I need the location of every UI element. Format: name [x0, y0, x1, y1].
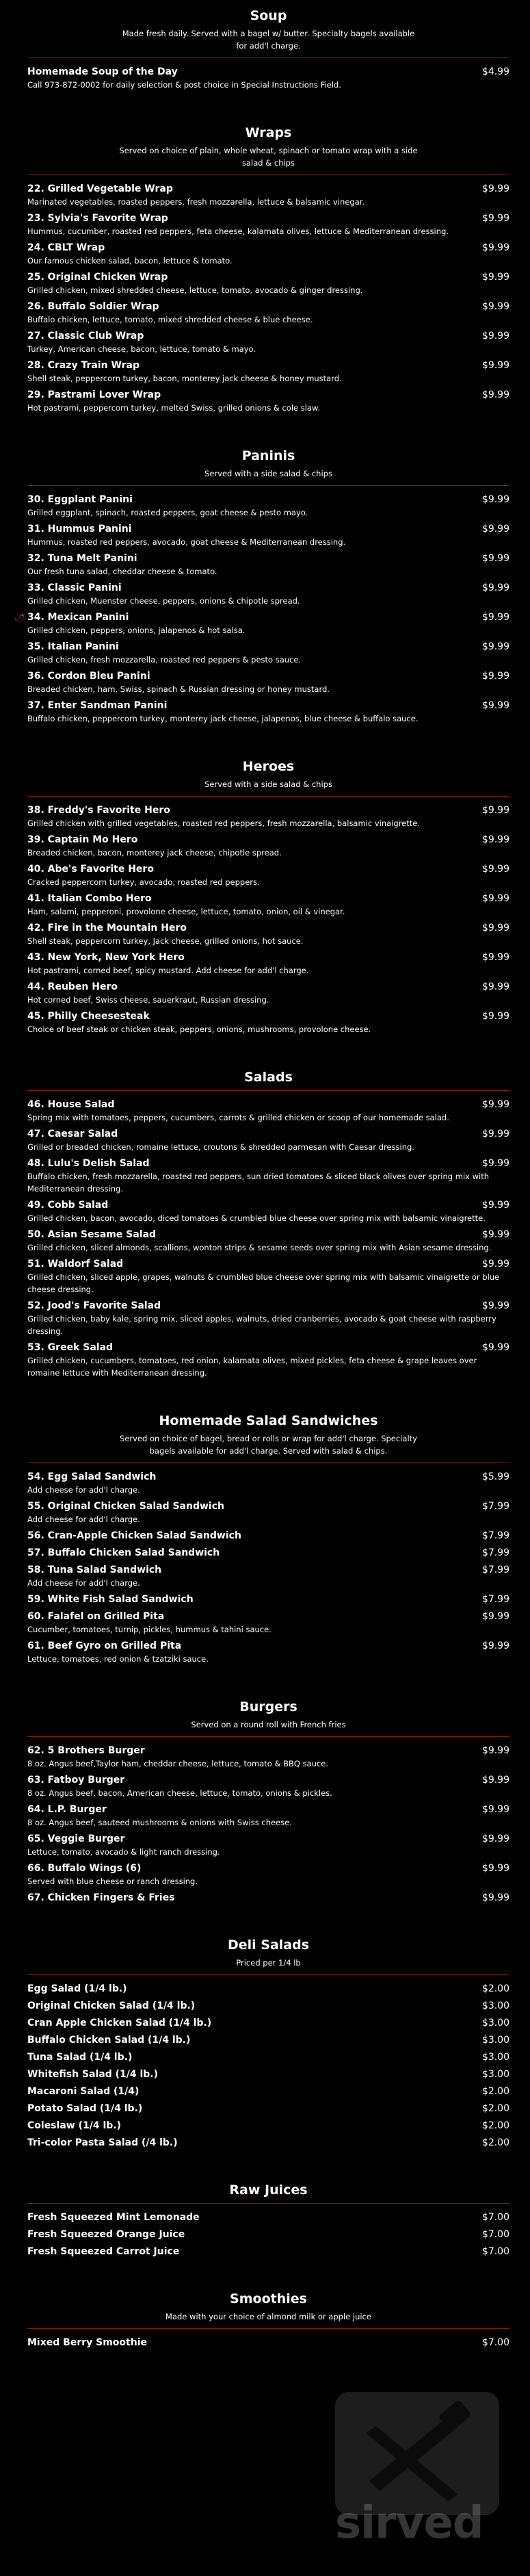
section-subtitle: Served on a round roll with French fries [191, 1720, 346, 1729]
menu-item-name: 55. Original Chicken Salad Sandwich [27, 1501, 224, 1512]
menu-item-name: 43. New York, New York Hero [27, 952, 185, 963]
menu-item[interactable] [27, 301, 509, 326]
menu-item-price: $9.99 [481, 494, 509, 505]
menu-item-price: $9.99 [481, 641, 509, 652]
section-divider [27, 1090, 509, 1091]
menu-item-name: 44. Reuben Hero [27, 981, 118, 992]
menu-item[interactable] [27, 1471, 509, 1496]
menu-item[interactable] [27, 183, 509, 208]
menu-item-name: Original Chicken Salad (1/4 lb.) [27, 2000, 196, 2011]
menu-item-description: Buffalo chicken, fresh mozzarella, roasted red peppers, sun dried tomatoes & sliced black olives over spring mix with Mediterranean dressing. [27, 1172, 490, 1194]
menu-item-name: 58. Tuna Salad Sandwich [27, 1564, 162, 1575]
menu-item-description: Our famous chicken salad, bacon, lettuce & tomato. [27, 256, 233, 266]
menu-item-name: 40. Abe's Favorite Hero [27, 864, 154, 875]
menu-item[interactable] [27, 66, 509, 91]
menu-section [27, 759, 509, 1035]
menu-item-price: $3.00 [481, 2052, 509, 2063]
menu-item-price: $9.99 [481, 1229, 509, 1240]
menu-item-name: 35. Italian Panini [27, 641, 119, 652]
menu-item-description: Grilled chicken, sliced apple, grapes, walnuts & crumbled blue cheese over spring mix with balsamic vinaigrette or blue cheese dressing. [27, 1272, 500, 1294]
menu-item[interactable] [27, 2052, 509, 2063]
menu-item-name: Whitefish Salad (1/4 lb.) [27, 2069, 159, 2080]
menu-item-description: Add cheese for add'l charge. [27, 1485, 140, 1495]
section-title: Soup [250, 8, 287, 23]
menu-item-description: Grilled chicken, fresh mozzarella, roasted red peppers & pesto sauce. [27, 655, 302, 665]
menu-item-name: 42. Fire in the Mountain Hero [27, 923, 187, 933]
menu-item-price: $7.00 [481, 2229, 509, 2240]
spicy-pepper-icon: 🌶 [14, 613, 25, 623]
menu-item-description: Grilled chicken with grilled vegetables, roasted red peppers, fresh mozzarella, balsamic vinaigrette. [27, 819, 420, 828]
section-divider [27, 1974, 509, 1975]
menu-item[interactable] [27, 1530, 509, 1541]
menu-item-name: Coleslaw (1/4 lb.) [27, 2120, 121, 2131]
menu-item-description: Grilled chicken, mixed shredded cheese, lettuce, tomato, avocado & ginger dressing. [27, 285, 363, 295]
menu-item-price: $9.99 [481, 671, 509, 682]
menu-item[interactable] [27, 2103, 509, 2114]
menu-item[interactable] [27, 2069, 509, 2080]
section-divider [27, 57, 509, 58]
menu-item-description: Grilled chicken, bacon, avocado, diced tomatoes & crumbled blue cheese over spring mix with balsamic vinaigrette. [27, 1213, 486, 1223]
menu-item-price: $7.00 [481, 2246, 509, 2257]
menu-item-price: $7.99 [481, 1501, 509, 1512]
menu-item[interactable] [27, 494, 509, 519]
menu-item[interactable] [27, 834, 509, 859]
section-subtitle: Served on choice of plain, whole wheat, spinach or tomato wrap with a side salad & chips [119, 146, 418, 168]
menu-item-price: $9.99 [481, 183, 509, 194]
section-subtitle: Served on choice of bagel, bread or rolls or wrap for add'l charge. Specialty bagels available for add'l charge. Served with salad & chips. [120, 1434, 417, 1456]
menu-item[interactable] [27, 1547, 509, 1558]
menu-item-name: 53. Greek Salad [27, 1342, 114, 1353]
menu-item-price: $9.99 [481, 612, 509, 623]
menu-item-name: 23. Sylvia's Favorite Wrap [27, 213, 168, 224]
menu-item-description: Lettuce, tomatoes, red onion & tzatziki sauce. [27, 1654, 209, 1664]
section-divider [27, 1736, 509, 1737]
menu-item[interactable] [27, 2086, 509, 2097]
menu-item-price: $9.99 [481, 923, 509, 933]
menu-item-name: 62. 5 Brothers Burger [27, 1745, 145, 1756]
menu-item-price: $9.99 [481, 952, 509, 963]
menu-item[interactable] [27, 272, 509, 296]
menu-item-name: 24. CBLT Wrap [27, 242, 105, 253]
menu-item[interactable] [27, 2018, 509, 2028]
menu-section [27, 2291, 509, 2348]
menu-item-description: Spring mix with tomatoes, peppers, cucumbers, carrots & grilled chicken or scoop of our homemade salad. [27, 1113, 449, 1122]
menu-item-price: $9.99 [481, 272, 509, 283]
menu-item-name: 65. Veggie Burger [27, 1833, 125, 1844]
menu-item-name: 57. Buffalo Chicken Salad Sandwich [27, 1547, 220, 1558]
menu-item[interactable] [27, 360, 509, 385]
menu-item-price: $9.99 [481, 805, 509, 816]
menu-item[interactable] [27, 700, 509, 725]
menu-item[interactable] [27, 1892, 509, 1903]
menu-item[interactable] [27, 893, 509, 918]
menu-item-description: Our fresh tuna salad, cheddar cheese & tomato. [27, 567, 217, 576]
menu-item-name: 29. Pastrami Lover Wrap [27, 389, 161, 400]
menu-item-price: $9.99 [481, 331, 509, 342]
section-title: Raw Juices [229, 2182, 308, 2198]
menu-item-name: 67. Chicken Fingers & Fries [27, 1892, 175, 1903]
menu-item[interactable] [27, 242, 509, 267]
menu-item-description: 8 oz. Angus beef, sauteed mushrooms & onions with Swiss cheese. [27, 1818, 292, 1827]
menu-item-price: $9.99 [481, 1342, 509, 1353]
menu-item-price: $7.00 [481, 2212, 509, 2223]
menu-item[interactable] [27, 1611, 509, 1636]
menu-item[interactable] [27, 1594, 509, 1605]
menu-item-price: $9.99 [481, 1892, 509, 1903]
menu-item-description: Buffalo chicken, lettuce, tomato, mixed shredded cheese & blue cheese. [27, 315, 313, 324]
menu-item[interactable] [27, 1200, 509, 1224]
menu-item-name: 64. L.P. Burger [27, 1804, 107, 1815]
menu-item-name: 51. Waldorf Salad [27, 1259, 124, 1270]
menu-item[interactable] [27, 952, 509, 977]
section-subtitle: Served with a side salad & chips [204, 780, 332, 789]
menu-item-price: $9.99 [481, 1745, 509, 1756]
menu-item[interactable] [27, 1099, 509, 1124]
menu-item-price: $9.99 [481, 1863, 509, 1874]
menu-item-name: 30. Eggplant Panini [27, 494, 133, 505]
menu-item-price: $9.99 [481, 1833, 509, 1844]
menu-item[interactable] [27, 553, 509, 578]
menu-item-price: $2.00 [481, 1983, 509, 1994]
menu-item-price: $9.99 [481, 553, 509, 564]
menu-item[interactable] [27, 1342, 509, 1379]
menu-item-description: Marinated vegetables, roasted peppers, fresh mozzarella, lettuce & balsamic vinegar. [27, 197, 365, 207]
menu-item-price: $9.99 [481, 242, 509, 253]
menu-item-description: Hummus, roasted red peppers, avocado, goat cheese & Mediterranean dressing. [27, 537, 346, 547]
menu-item-name: 25. Original Chicken Wrap [27, 272, 168, 283]
menu-item-description: Served with blue cheese or ranch dressing. [27, 1877, 198, 1886]
menu-item-price: $7.99 [481, 1547, 509, 1558]
menu-item-price: $9.99 [481, 1611, 509, 1622]
menu-item-name: Fresh Squeezed Orange Juice [27, 2229, 185, 2240]
menu-item-description: Grilled chicken, cucumbers, tomatoes, red onion, kalamata olives, mixed pickles, feta cheese & grape leaves over romaine lettuce with Mediterranean dressing. [27, 1356, 477, 1378]
menu-item-description: Lettuce, tomato, avocado & light ranch dressing. [27, 1847, 220, 1857]
menu-item[interactable] [27, 2120, 509, 2131]
menu-item-price: $9.99 [481, 1158, 509, 1169]
menu-item-name: 54. Egg Salad Sandwich [27, 1471, 157, 1482]
section-title: Wraps [245, 125, 292, 140]
menu-item-name: 33. Classic Panini [27, 582, 122, 593]
menu-item-price: $7.00 [481, 2337, 509, 2348]
menu-item-name: 28. Crazy Train Wrap [27, 360, 140, 371]
section-title: Paninis [241, 448, 295, 463]
menu-item[interactable] [27, 389, 509, 414]
menu-item-description: Hot pastrami, peppercorn turkey, melted Swiss, grilled onions & cole slaw. [27, 403, 320, 413]
menu-item-name: 59. White Fish Salad Sandwich [27, 1594, 194, 1605]
menu-item[interactable] [27, 1640, 509, 1665]
section-title: Burgers [239, 1699, 297, 1714]
menu-item[interactable] [27, 1564, 509, 1589]
menu-item-name: Egg Salad (1/4 lb.) [27, 1983, 127, 1994]
menu-item-price: $7.99 [481, 1530, 509, 1541]
menu-item-name: 38. Freddy's Favorite Hero [27, 805, 170, 816]
menu-item-price: $9.99 [481, 1099, 509, 1110]
menu-item[interactable] [27, 1983, 509, 1994]
menu-section [27, 1070, 509, 1379]
menu-item-description: Grilled eggplant, spinach, roasted peppers, goat cheese & pesto mayo. [27, 508, 308, 517]
menu-item-description: Call 973-872-0002 for daily selection & post choice in Special Instructions Field. [27, 80, 341, 90]
menu-section [27, 1699, 509, 1903]
menu-item[interactable] [27, 2246, 509, 2257]
menu-item[interactable] [27, 671, 509, 695]
menu-item-description: Choice of beef steak or chicken steak, peppers, onions, mushrooms, provolone cheese. [27, 1025, 371, 1034]
menu-item-description: Add cheese for add'l charge. [27, 1578, 140, 1588]
menu-item-price: $9.99 [481, 301, 509, 312]
section-divider [27, 796, 509, 797]
menu-item-description: Cracked peppercorn turkey, avocado, roasted red peppers. [27, 877, 260, 887]
section-subtitle: Priced per 1/4 lb [236, 1958, 301, 1968]
menu-item-name: 52. Jood's Favorite Salad [27, 1300, 161, 1311]
menu-item-description: Breaded chicken, ham, Swiss, spinach & Russian dressing or honey mustard. [27, 684, 330, 694]
menu-item-name: 36. Cordon Bleu Panini [27, 671, 150, 682]
section-subtitle: Made with your choice of almond milk or apple juice [165, 2312, 371, 2321]
menu-item-description: Grilled or breaded chicken, romaine lettuce, croutons & shredded parmesan with Caesar dressing. [27, 1142, 414, 1152]
menu-item[interactable] [27, 1259, 509, 1296]
menu-item-name: 45. Philly Cheesesteak [27, 1011, 150, 1022]
menu-item-name: 27. Classic Club Wrap [27, 331, 144, 342]
menu-item-description: Buffalo chicken, peppercorn turkey, monterey jack cheese, jalapenos, blue cheese & buffalo sauce. [27, 714, 419, 723]
menu-item-price: $9.99 [481, 1640, 509, 1651]
menu-item-description: Ham, salami, pepperoni, provolone cheese, lettuce, tomato, onion, oil & vinegar. [27, 907, 345, 916]
menu-item[interactable] [27, 981, 509, 1006]
menu-item-price: $9.99 [481, 864, 509, 875]
menu-item-price: $9.99 [481, 1129, 509, 1139]
menu-item-name: Macaroni Salad (1/4) [27, 2086, 140, 2097]
menu-item[interactable] [27, 612, 509, 636]
menu-item-description: Hot pastrami, corned beef, spicy mustard. Add cheese for add'l charge. [27, 966, 309, 975]
menu-item[interactable] [27, 1833, 509, 1858]
menu-item-name: Homemade Soup of the Day [27, 66, 178, 77]
menu-item-description: Grilled chicken, sliced almonds, scallions, wonton strips & sesame seeds over spring mix with Asian sesame dressing. [27, 1243, 492, 1252]
menu-item[interactable] [27, 1863, 509, 1888]
menu-section [27, 8, 509, 91]
menu-item-price: $2.00 [481, 2086, 509, 2097]
menu-item-name: 34. Mexican Panini [27, 612, 129, 623]
sirved-watermark: sirved [335, 2498, 483, 2549]
menu-item-name: Potato Salad (1/4 lb.) [27, 2103, 143, 2114]
menu-item[interactable] [27, 2229, 509, 2240]
menu-item-price: $9.99 [481, 1259, 509, 1270]
menu-item-description: Breaded chicken, bacon, monterey jack cheese, chipotle spread. [27, 848, 282, 858]
menu-item-name: Buffalo Chicken Salad (1/4 lb.) [27, 2035, 191, 2046]
menu-item-price: $3.00 [481, 2018, 509, 2028]
section-subtitle: Served with a side salad & chips [204, 469, 332, 478]
section-divider [27, 2203, 509, 2204]
menu-item[interactable] [27, 1229, 509, 1254]
menu-item-description: Grilled chicken, baby kale, spring mix, sliced apples, walnuts, dried cranberries, avocado & goat cheese with raspberry dressing. [27, 1314, 496, 1336]
menu-item-price: $3.00 [481, 2000, 509, 2011]
menu-item-price: $2.00 [481, 2120, 509, 2131]
menu-section [27, 1413, 509, 1665]
menu-item-name: 26. Buffalo Soldier Wrap [27, 301, 159, 312]
menu-item-price: $9.99 [481, 582, 509, 593]
menu-item-name: 63. Fatboy Burger [27, 1775, 125, 1786]
menu-item-description: 8 oz. Angus beef, bacon, American cheese, lettuce, tomato, onions & pickles. [27, 1788, 332, 1798]
menu-item-price: $2.00 [481, 2103, 509, 2114]
menu-item[interactable] [27, 2337, 509, 2348]
menu-item-name: 22. Grilled Vegetable Wrap [27, 183, 173, 194]
menu-item-description: Turkey, American cheese, bacon, lettuce, tomato & mayo. [27, 344, 256, 354]
menu-item[interactable] [27, 805, 509, 829]
menu-item-description: Hummus, cucumber, roasted red peppers, feta cheese, kalamata olives, lettuce & Mediterranean dressing. [27, 227, 449, 236]
menu-item-price: $9.99 [481, 1804, 509, 1815]
menu-item-name: Mixed Berry Smoothie [27, 2337, 147, 2348]
menu-item[interactable] [27, 1129, 509, 1153]
menu-item-description: Hot corned beef, Swiss cheese, sauerkraut, Russian dressing. [27, 995, 269, 1005]
menu-item[interactable] [27, 524, 509, 548]
menu-item[interactable] [27, 1775, 509, 1799]
menu-item-description: Add cheese for add'l charge. [27, 1515, 140, 1524]
menu-item-name: 46. House Salad [27, 1099, 115, 1110]
section-title: Homemade Salad Sandwiches [159, 1413, 378, 1428]
menu-item-price: $9.99 [481, 389, 509, 400]
menu-item-description: Cucumber, tomatoes, turnip, pickles, hummus & tahini sauce. [27, 1625, 271, 1634]
section-divider [27, 2328, 509, 2329]
menu-item-price: $3.00 [481, 2069, 509, 2080]
menu-item[interactable] [27, 923, 509, 947]
menu-item[interactable] [27, 2212, 509, 2223]
menu-item[interactable] [27, 1745, 509, 1770]
menu-item-price: $4.99 [481, 66, 509, 77]
menu-item[interactable] [27, 1501, 509, 1525]
menu-item-price: $9.99 [481, 524, 509, 534]
menu-item[interactable] [27, 2000, 509, 2011]
menu-item-description: Shell steak, peppercorn turkey, Jack cheese, grilled onions, hot sauce. [27, 936, 304, 946]
menu-item-price: $9.99 [481, 893, 509, 904]
menu-item[interactable] [27, 1158, 509, 1195]
menu-item-price: $9.99 [481, 1300, 509, 1311]
menu-item-name: 48. Lulu's Delish Salad [27, 1158, 150, 1169]
menu-item[interactable] [27, 2035, 509, 2046]
menu-item-price: $3.00 [481, 2035, 509, 2046]
menu-item-name: 32. Tuna Melt Panini [27, 553, 137, 564]
menu-item[interactable] [27, 641, 509, 666]
menu-item-name: 56. Cran-Apple Chicken Salad Sandwich [27, 1530, 241, 1541]
menu-section [27, 125, 509, 414]
menu-item[interactable] [27, 864, 509, 888]
menu-item-name: 39. Captain Mo Hero [27, 834, 138, 845]
section-divider [27, 485, 509, 486]
menu-item-price: $9.99 [481, 981, 509, 992]
menu-item-name: 41. Italian Combo Hero [27, 893, 152, 904]
menu-item-price: $5.99 [481, 1471, 509, 1482]
section-subtitle: Made fresh daily. Served with a bagel w/ butter. Specialty bagels available for add'l charge. [122, 29, 415, 51]
section-title: Heroes [242, 759, 295, 774]
menu-item-name: 37. Enter Sandman Panini [27, 700, 168, 711]
section-title: Smoothies [230, 2291, 307, 2306]
menu-item[interactable] [27, 331, 509, 355]
menu-item-name: 31. Hummus Panini [27, 524, 132, 534]
menu-item[interactable] [27, 1011, 509, 1035]
menu-item-name: Fresh Squeezed Carrot Juice [27, 2246, 180, 2257]
menu-item-price: $7.99 [481, 1564, 509, 1575]
menu-item-price: $9.99 [481, 1200, 509, 1211]
menu-item-name: Fresh Squeezed Mint Lemonade [27, 2212, 200, 2223]
menu-item-name: 49. Cobb Salad [27, 1200, 109, 1211]
menu-item-price: $9.99 [481, 213, 509, 224]
menu-item-description: Grilled chicken, peppers, onions, jalapenos & hot salsa. [27, 626, 246, 635]
section-title: Deli Salads [227, 1937, 310, 1953]
menu-item-price: $9.99 [481, 1775, 509, 1786]
menu-item-description: Shell steak, peppercorn turkey, bacon, monterey jack cheese & honey mustard. [27, 374, 342, 383]
menu-item[interactable] [27, 1804, 509, 1829]
menu-item-price: $7.99 [481, 1594, 509, 1605]
menu-item-name: 61. Beef Gyro on Grilled Pita [27, 1640, 182, 1651]
menu-item-price: $9.99 [481, 360, 509, 371]
menu-item[interactable] [27, 582, 509, 607]
menu-item-name: 50. Asian Sesame Salad [27, 1229, 157, 1240]
menu-item-description: 8 oz. Angus beef,Taylor ham, cheddar cheese, lettuce, tomato & BBQ sauce. [27, 1759, 328, 1768]
menu-item-description: Grilled chicken, Muenster cheese, peppers, onions & chipotle spread. [27, 596, 300, 606]
menu-item-price: $9.99 [481, 1011, 509, 1022]
menu-item[interactable] [27, 213, 509, 237]
menu-item-name: 66. Buffalo Wings (6) [27, 1863, 142, 1874]
menu-item[interactable] [27, 1300, 509, 1337]
menu-item-name: Tri-color Pasta Salad (/4 lb.) [27, 2137, 178, 2148]
menu-item-name: 60. Falafel on Grilled Pita [27, 1611, 165, 1622]
menu-item-name: 47. Caesar Salad [27, 1129, 118, 1139]
menu-item-price: $9.99 [481, 700, 509, 711]
menu-section [27, 448, 509, 725]
menu-item-price: $2.00 [481, 2137, 509, 2148]
menu-item-price: $9.99 [481, 834, 509, 845]
menu-item[interactable] [27, 2137, 509, 2148]
menu-item-name: Cran Apple Chicken Salad (1/4 lb.) [27, 2018, 212, 2028]
section-title: Salads [244, 1070, 293, 1085]
menu-section [27, 1937, 509, 2148]
menu-section [27, 2182, 509, 2257]
menu-item-name: Tuna Salad (1/4 lb.) [27, 2052, 133, 2063]
